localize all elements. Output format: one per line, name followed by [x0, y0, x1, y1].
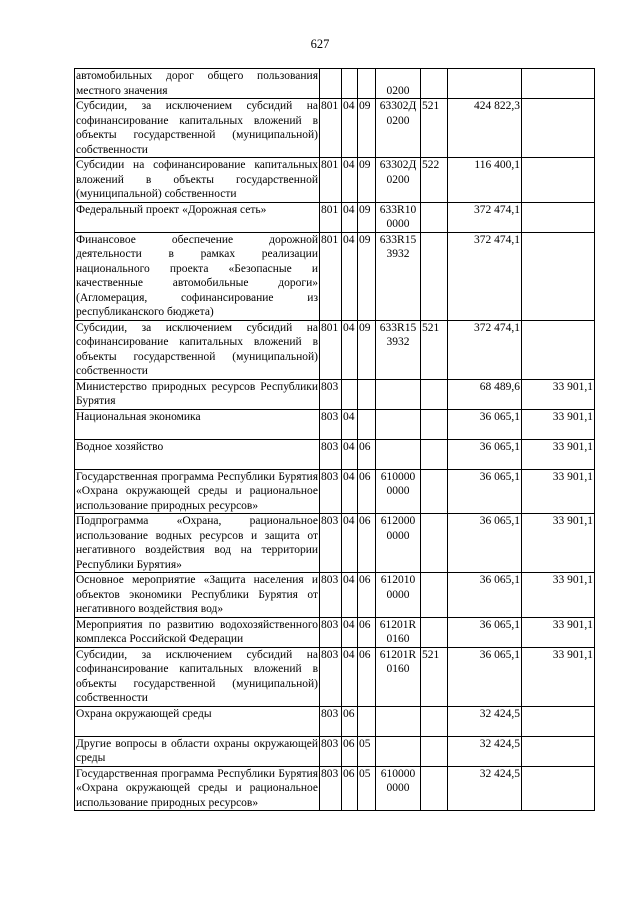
- table-row: [75, 766, 595, 811]
- target-code-suffix: 0000: [386, 218, 410, 230]
- row-name-cell: Мероприятия по развитию водохозяйственного комплекса Российской Федерации: [76, 618, 318, 645]
- target-code-main: 61201R: [379, 618, 417, 631]
- subsection-code-cell: 09: [358, 99, 376, 158]
- section-code-cell: 04: [342, 99, 358, 158]
- amount-cell: 32 424,5: [448, 736, 522, 766]
- row-name-cell: Федеральный проект «Дорожная сеть»: [75, 202, 320, 232]
- target-code-main: 63302Д: [379, 159, 417, 171]
- target-code-main: [377, 707, 419, 722]
- amount-second-cell: [522, 69, 595, 99]
- budget-table: [74, 68, 595, 811]
- row-name-cell: Подпрограмма «Охрана, рациональное использование водных ресурсов и защита от негативного воздействия вод на территории Республики Бурятия»: [76, 515, 318, 571]
- target-code-main: 612010: [380, 574, 416, 586]
- table-row: [75, 379, 595, 409]
- row-name-cell: Водное хозяйство: [75, 439, 320, 469]
- ministry-code-cell: 803: [320, 469, 342, 514]
- section-code-cell: 04: [342, 202, 358, 232]
- row-name-cell: Субсидии, за исключением субсидий на софинансирование капитальных вложений в объекты государственной (муниципальной) собственности: [76, 321, 318, 377]
- subsection-code-cell: 05: [358, 736, 376, 766]
- target-code-suffix: [377, 454, 419, 469]
- amount-cell: 36 065,1: [448, 409, 522, 439]
- target-code-main: 63302Д: [379, 100, 417, 112]
- section-code-cell: [342, 69, 358, 99]
- section-code-cell: 04: [342, 439, 358, 469]
- section-code-cell: 06: [342, 766, 358, 811]
- target-code-cell: [376, 706, 421, 736]
- ministry-code-cell: 801: [320, 232, 342, 320]
- expense-type-cell: [421, 469, 448, 514]
- subsection-code-cell: [358, 379, 376, 409]
- amount-cell: 116 400,1: [448, 158, 522, 203]
- target-code-cell: [376, 232, 421, 320]
- target-code-main: 633R15: [379, 321, 417, 334]
- row-name-cell: Национальная экономика: [75, 409, 320, 439]
- row-name-cell: Основное мероприятие «Защита населения и объектов экономики Республики Бурятия от негативного воздействия вод»: [76, 574, 318, 615]
- target-code-suffix: 0000: [386, 529, 410, 542]
- amount-second-cell: [522, 766, 595, 811]
- subsection-code-cell: 06: [358, 617, 376, 647]
- amount-cell: 32 424,5: [448, 706, 522, 736]
- subsection-code-cell: [358, 706, 376, 736]
- target-code-suffix: 0000: [386, 485, 410, 497]
- row-name-cell: Государственная программа Республики Бурятия «Охрана окружающей среды и рациональное использование природных ресурсов»: [76, 767, 318, 809]
- amount-second-cell: [522, 706, 595, 736]
- target-code-main: 610000: [380, 470, 416, 483]
- ministry-code-cell: 801: [320, 202, 342, 232]
- section-code-cell: 04: [342, 469, 358, 514]
- amount-cell: 424 822,3: [448, 99, 522, 158]
- target-code-cell: [376, 99, 421, 158]
- ministry-code-cell: 803: [320, 439, 342, 469]
- target-code-suffix: [377, 424, 419, 439]
- target-code-suffix: 0000: [386, 588, 410, 601]
- section-code-cell: 04: [342, 514, 358, 573]
- target-code-main: [377, 737, 419, 752]
- section-code-cell: 04: [342, 617, 358, 647]
- ministry-code-cell: 803: [320, 647, 342, 706]
- expense-type-cell: [421, 379, 448, 409]
- expense-type-cell: [421, 766, 448, 811]
- table-row: [75, 706, 595, 736]
- amount-cell: 372 474,1: [448, 202, 522, 232]
- row-name-cell: Субсидии на софинансирование капитальных вложений в объекты государственной (муниципальной) собственности: [76, 159, 318, 200]
- ministry-code-cell: [320, 69, 342, 99]
- subsection-code-cell: 09: [358, 320, 376, 379]
- table-row: [75, 409, 595, 439]
- subsection-code-cell: [358, 69, 376, 99]
- subsection-code-cell: [358, 409, 376, 439]
- subsection-code-cell: 09: [358, 232, 376, 320]
- subsection-code-cell: 06: [358, 439, 376, 469]
- amount-cell: 36 065,1: [448, 617, 522, 647]
- target-code-cell: [376, 469, 421, 514]
- table-row: [75, 469, 595, 514]
- target-code-suffix: [377, 394, 419, 409]
- amount-cell: 32 424,5: [448, 766, 522, 811]
- row-name-cell: Субсидии, за исключением субсидий на софинансирование капитальных вложений в объекты государственной (муниципальной) собственности: [76, 648, 318, 704]
- target-code-cell: [376, 617, 421, 647]
- amount-cell: [448, 69, 522, 99]
- target-code-cell: [376, 69, 421, 99]
- amount-second-cell: [522, 99, 595, 158]
- table-row: [75, 158, 595, 203]
- table-row: [75, 99, 595, 158]
- target-code-main: 610000: [380, 767, 416, 780]
- expense-type-cell: 522: [421, 158, 448, 203]
- row-name-cell: Субсидии, за исключением субсидий на софинансирование капитальных вложений в объекты государственной (муниципальной) собственности: [76, 100, 318, 156]
- row-name-cell: Финансовое обеспечение дорожной деятельности в рамках реализации национального проекта «Безопасные и качественные автомобильные дороги» (Агломерация, софинансирование из республиканского бюджета): [76, 233, 318, 318]
- amount-second-cell: [522, 736, 595, 766]
- table-row: [75, 736, 595, 766]
- target-code-suffix: [377, 721, 419, 736]
- table-row: [75, 232, 595, 320]
- page-number: 627: [310, 37, 330, 51]
- table-row: [75, 573, 595, 618]
- section-code-cell: 06: [342, 736, 358, 766]
- amount-second-cell: 33 901,1: [522, 617, 595, 647]
- ministry-code-cell: 803: [320, 706, 342, 736]
- target-code-main: [377, 380, 419, 395]
- amount-second-cell: 33 901,1: [522, 439, 595, 469]
- table-body: [75, 69, 595, 811]
- expense-type-cell: [421, 202, 448, 232]
- target-code-cell: [376, 736, 421, 766]
- target-code-cell: [376, 766, 421, 811]
- table-row: [75, 617, 595, 647]
- amount-second-cell: 33 901,1: [522, 514, 595, 573]
- amount-cell: 36 065,1: [448, 514, 522, 573]
- target-code-main: 633R10: [379, 203, 417, 216]
- ministry-code-cell: 803: [320, 766, 342, 811]
- row-name-cell: автомобильных дорог общего пользования местного значения: [76, 70, 318, 97]
- expense-type-cell: 521: [421, 647, 448, 706]
- table-row: [75, 647, 595, 706]
- row-name-cell: Охрана окружающей среды: [75, 706, 320, 736]
- section-code-cell: 04: [342, 573, 358, 618]
- amount-cell: 36 065,1: [448, 573, 522, 618]
- ministry-code-cell: 803: [320, 514, 342, 573]
- amount-second-cell: [522, 232, 595, 320]
- target-code-suffix: 3932: [386, 248, 410, 260]
- ministry-code-cell: 803: [320, 736, 342, 766]
- expense-type-cell: [421, 736, 448, 766]
- ministry-code-cell: 801: [320, 320, 342, 379]
- amount-second-cell: 33 901,1: [522, 573, 595, 618]
- target-code-cell: [376, 158, 421, 203]
- amount-cell: 372 474,1: [448, 320, 522, 379]
- target-code-suffix: 0200: [386, 84, 410, 97]
- subsection-code-cell: 09: [358, 202, 376, 232]
- amount-cell: 36 065,1: [448, 439, 522, 469]
- amount-second-cell: [522, 320, 595, 379]
- table-row: [75, 69, 595, 99]
- target-code-main: [377, 69, 419, 84]
- target-code-main: 633R15: [379, 233, 417, 246]
- amount-cell: 372 474,1: [448, 232, 522, 320]
- ministry-code-cell: 803: [320, 379, 342, 409]
- amount-cell: 36 065,1: [448, 469, 522, 514]
- section-code-cell: 04: [342, 647, 358, 706]
- target-code-cell: [376, 202, 421, 232]
- target-code-suffix: 0000: [386, 782, 410, 794]
- target-code-main: 612000: [380, 515, 416, 527]
- expense-type-cell: [421, 573, 448, 618]
- table-row: [75, 320, 595, 379]
- amount-second-cell: 33 901,1: [522, 469, 595, 514]
- subsection-code-cell: 06: [358, 573, 376, 618]
- target-code-main: [377, 440, 419, 455]
- section-code-cell: 04: [342, 320, 358, 379]
- subsection-code-cell: 06: [358, 469, 376, 514]
- target-code-suffix: 3932: [386, 336, 410, 348]
- amount-second-cell: [522, 202, 595, 232]
- expense-type-cell: [421, 617, 448, 647]
- section-code-cell: 06: [342, 706, 358, 736]
- amount-second-cell: 33 901,1: [522, 409, 595, 439]
- subsection-code-cell: 05: [358, 766, 376, 811]
- target-code-suffix: [377, 751, 419, 766]
- amount-cell: 68 489,6: [448, 379, 522, 409]
- expense-type-cell: [421, 514, 448, 573]
- subsection-code-cell: 06: [358, 514, 376, 573]
- target-code-cell: [376, 439, 421, 469]
- target-code-suffix: 0200: [386, 114, 410, 127]
- expense-type-cell: [421, 232, 448, 320]
- ministry-code-cell: 801: [320, 99, 342, 158]
- table-row: [75, 514, 595, 573]
- section-code-cell: 04: [342, 409, 358, 439]
- target-code-cell: [376, 409, 421, 439]
- ministry-code-cell: 803: [320, 573, 342, 618]
- target-code-main: [377, 410, 419, 425]
- row-name-cell: Другие вопросы в области охраны окружающей среды: [76, 737, 318, 764]
- expense-type-cell: [421, 409, 448, 439]
- ministry-code-cell: 803: [320, 617, 342, 647]
- target-code-cell: [376, 647, 421, 706]
- target-code-suffix: 0160: [386, 663, 410, 675]
- target-code-cell: [376, 514, 421, 573]
- section-code-cell: 04: [342, 232, 358, 320]
- target-code-cell: [376, 320, 421, 379]
- amount-second-cell: [522, 158, 595, 203]
- target-code-main: 61201R: [379, 648, 417, 661]
- expense-type-cell: 521: [421, 320, 448, 379]
- amount-cell: 36 065,1: [448, 647, 522, 706]
- subsection-code-cell: 09: [358, 158, 376, 203]
- subsection-code-cell: 06: [358, 647, 376, 706]
- section-code-cell: [342, 379, 358, 409]
- target-code-suffix: 0160: [386, 633, 410, 645]
- target-code-cell: [376, 379, 421, 409]
- amount-second-cell: 33 901,1: [522, 647, 595, 706]
- table-row: [75, 202, 595, 232]
- expense-type-cell: [421, 69, 448, 99]
- ministry-code-cell: 803: [320, 409, 342, 439]
- expense-type-cell: 521: [421, 99, 448, 158]
- section-code-cell: 04: [342, 158, 358, 203]
- row-name-cell: Государственная программа Республики Бурятия «Охрана окружающей среды и рациональное использование природных ресурсов»: [76, 470, 318, 512]
- row-name-cell: Министерство природных ресурсов Республики Бурятия: [76, 380, 318, 407]
- ministry-code-cell: 801: [320, 158, 342, 203]
- target-code-cell: [376, 573, 421, 618]
- expense-type-cell: [421, 439, 448, 469]
- amount-second-cell: 33 901,1: [522, 379, 595, 409]
- target-code-suffix: 0200: [386, 173, 410, 186]
- expense-type-cell: [421, 706, 448, 736]
- table-row: [75, 439, 595, 469]
